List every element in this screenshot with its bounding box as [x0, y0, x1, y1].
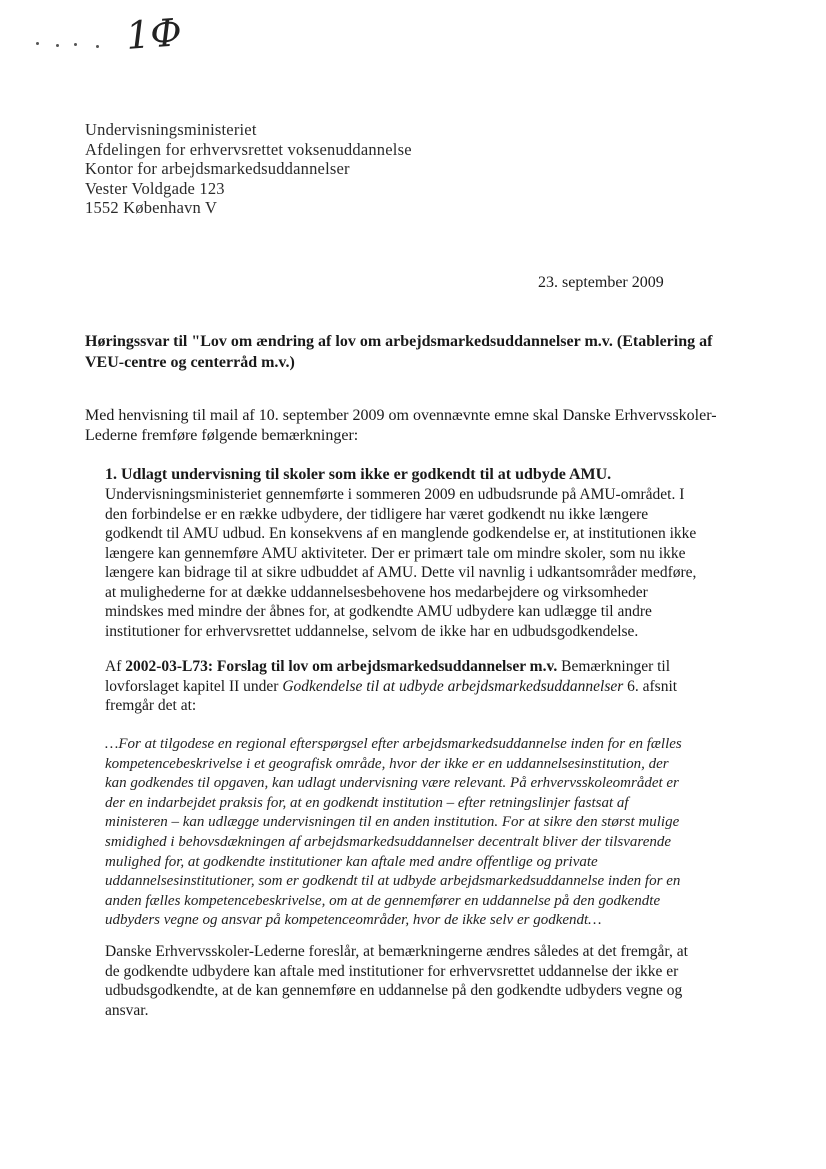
- quote-line: kompetencebeskrivelse i et geografisk område, hvor der ikke er en uddannelsesinstitution, der: [105, 755, 669, 772]
- address-line: Vester Voldgade 123: [85, 178, 225, 198]
- quoted-passage: [105, 735, 755, 931]
- quote-line: …For at tilgodese en regional efterspørgsel efter arbejdsmarkedsuddannelse inden for en fælles: [105, 736, 682, 752]
- reference-prefix: Af: [105, 658, 126, 675]
- proposal-paragraph: [105, 942, 755, 1020]
- quote-line: kan godkendes til opgaven, kan udlagt undervisning være relevant. På erhvervsskoleområdet er: [105, 775, 679, 792]
- quote-line: udbyders vegne og ansvar på kompetenceområder, hvor de ikke selv er godkendt…: [105, 912, 602, 929]
- quote-line: mulighed for, at godkendte institutioner kan aftale med andre offentlige og private: [105, 853, 598, 870]
- subject-line: VEU-centre og centerråd m.v.): [85, 354, 295, 371]
- section-1-line: at mulighederne for at dække uddannelsesbehovene hos medarbejdere og virksomheder: [105, 583, 648, 601]
- recipient-address: [85, 120, 412, 218]
- section-1: [105, 465, 755, 641]
- section-1-heading: 1. Udlagt undervisning til skoler som ikke er godkendt til at udbyde AMU.: [105, 466, 612, 483]
- reference-line: fremgår det at:: [105, 697, 197, 714]
- intro-line: Lederne fremføre følgende bemærkninger:: [85, 427, 359, 444]
- reference-chapter-title: Godkendelse til at udbyde arbejdsmarkedsuddannelser: [282, 677, 624, 695]
- reference-after: Bemærkninger til: [557, 658, 671, 675]
- quote-line: smidighed i behovsdækningen af arbejdsmarkedsuddannelser decentralt bliver der tilsvarende: [105, 833, 672, 850]
- proposal-line: udbudsgodkendte, at de kan gennemføre en uddannelse på den godkendte udbyders vegne og: [105, 982, 683, 999]
- section-1-line: længere kan bidrage til at sikre udbuddet af AMU. Dette vil navnlig i udkantsområder medføre,: [105, 564, 697, 581]
- intro-paragraph: [85, 406, 755, 446]
- section-1-line: den forbindelse er en række udbydere, der tidligere har været godkendt nu ikke længere: [105, 505, 649, 523]
- subject-heading: [85, 331, 755, 373]
- quote-line: anden fælles kompetencebeskrivelse, om at de gennemfører en uddannelse på den godkendte: [105, 892, 661, 909]
- proposal-line: Danske Erhvervsskoler-Lederne foreslår, at bemærkningerne ændres således at det fremgår, at: [105, 943, 688, 960]
- subject-line: Høringssvar til "Lov om ændring af lov om arbejdsmarkedsuddannelser m.v. (Etablering af: [85, 333, 713, 350]
- quote-line: uddannelsesinstitutioner, som er godkendt til at udbyde arbejdsmarkedsuddannelse inden for en: [105, 873, 681, 890]
- reference-line: [105, 677, 755, 697]
- quote-line: der en indarbejdet praksis for, at en godkendt institution – efter retningslinjer fastsat af: [105, 794, 629, 811]
- reference-paragraph: [105, 657, 755, 716]
- address-line: 1552 København V: [85, 198, 218, 217]
- intro-line: Med henvisning til mail af 10. september 2009 om ovennævnte emne skal Danske Erhvervsskoler-: [85, 407, 717, 424]
- address-line: Undervisningsministeriet: [85, 120, 257, 139]
- section-1-line: længere kan gennemføre AMU aktiviteter. Der er primært tale om mindre skoler, som nu ikke: [105, 544, 686, 562]
- section-1-line: Undervisningsministeriet gennemførte i sommeren 2009 en udbudsrunde på AMU-området. I: [105, 486, 685, 503]
- proposal-line: de godkendte udbydere kan aftale med institutioner for erhvervsrettet uddannelse der ikke er: [105, 962, 679, 980]
- reference-line: [105, 657, 755, 677]
- proposal-line: ansvar.: [105, 1001, 149, 1019]
- section-1-line: institutioner for erhvervsrettet uddannelse, selvom de ikke har en udbudsgodkendelse.: [105, 622, 639, 640]
- section-1-line: godkendt til AMU udbud. En konsekvens af en manglende godkendelse er, at institutionen ikke: [105, 525, 697, 542]
- letter-date: 23. september 2009: [538, 274, 664, 291]
- address-line: Kontor for arbejdsmarkedsuddannelser: [85, 159, 350, 178]
- bill-reference: 2002-03-L73: Forslag til lov om arbejdsmarkedsuddannelser m.v.: [125, 658, 558, 675]
- section-1-line: mindskes med mindre der åbnes for, at godkendte AMU udbydere kan udlægge til andre: [105, 603, 652, 620]
- reference-line2-start: lovforslaget kapitel II under: [105, 677, 283, 695]
- quote-line: ministeren – kan udlægge undervisningen til en anden institution. For at sikre den størst mulige: [105, 814, 680, 831]
- handwritten-page-mark: 1Ф: [124, 10, 184, 58]
- address-line: Afdelingen for erhvervsrettet voksenuddannelse: [85, 139, 412, 159]
- reference-line2-end: 6. afsnit: [623, 677, 678, 695]
